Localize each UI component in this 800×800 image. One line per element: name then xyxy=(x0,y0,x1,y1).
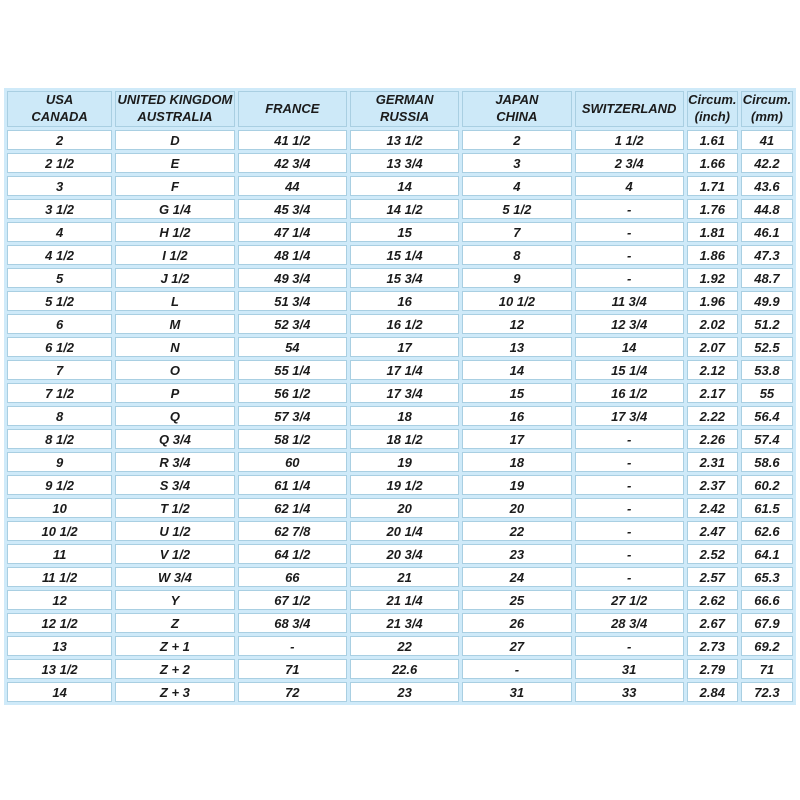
cell: 15 1/4 xyxy=(350,245,459,265)
cell: 24 xyxy=(462,567,571,587)
cell: 3 xyxy=(7,176,112,196)
cell: 17 xyxy=(462,429,571,449)
cell: 13 1/2 xyxy=(350,130,459,150)
cell: 1.86 xyxy=(687,245,738,265)
cell: - xyxy=(238,636,347,656)
cell: 64 1/2 xyxy=(238,544,347,564)
cell: 52 3/4 xyxy=(238,314,347,334)
cell: 44.8 xyxy=(741,199,793,219)
cell: 23 xyxy=(350,682,459,702)
cell: V 1/2 xyxy=(115,544,234,564)
cell: 22 xyxy=(350,636,459,656)
ring-size-conversion-table xyxy=(4,88,796,705)
cell: 14 1/2 xyxy=(350,199,459,219)
cell: W 3/4 xyxy=(115,567,234,587)
cell: 26 xyxy=(462,613,571,633)
cell: 12 3/4 xyxy=(575,314,684,334)
cell: 62 7/8 xyxy=(238,521,347,541)
table-row xyxy=(7,360,793,380)
cell: 53.8 xyxy=(741,360,793,380)
cell: R 3/4 xyxy=(115,452,234,472)
header-row xyxy=(7,91,793,127)
cell: F xyxy=(115,176,234,196)
table-row xyxy=(7,613,793,633)
cell: 2.84 xyxy=(687,682,738,702)
table-row xyxy=(7,567,793,587)
cell: 4 1/2 xyxy=(7,245,112,265)
cell: Q xyxy=(115,406,234,426)
cell: 49 3/4 xyxy=(238,268,347,288)
cell: 62.6 xyxy=(741,521,793,541)
cell: 5 1/2 xyxy=(7,291,112,311)
cell: 71 xyxy=(238,659,347,679)
cell: 13 1/2 xyxy=(7,659,112,679)
cell: 13 3/4 xyxy=(350,153,459,173)
cell: 19 xyxy=(350,452,459,472)
cell: 9 1/2 xyxy=(7,475,112,495)
table-row xyxy=(7,544,793,564)
cell: - xyxy=(575,521,684,541)
cell: 60 xyxy=(238,452,347,472)
table-row xyxy=(7,429,793,449)
cell: 62 1/4 xyxy=(238,498,347,518)
cell: - xyxy=(575,636,684,656)
cell: 43.6 xyxy=(741,176,793,196)
cell: 52.5 xyxy=(741,337,793,357)
cell: - xyxy=(575,567,684,587)
cell: Z + 2 xyxy=(115,659,234,679)
cell: 17 xyxy=(350,337,459,357)
cell: 16 xyxy=(350,291,459,311)
cell: 4 xyxy=(7,222,112,242)
cell: 69.2 xyxy=(741,636,793,656)
cell: Y xyxy=(115,590,234,610)
table-body xyxy=(7,130,793,702)
column-header-0: USA CANADA xyxy=(7,91,112,127)
cell: 71 xyxy=(741,659,793,679)
cell: 21 3/4 xyxy=(350,613,459,633)
cell: 2.79 xyxy=(687,659,738,679)
cell: 7 xyxy=(462,222,571,242)
cell: 51.2 xyxy=(741,314,793,334)
cell: 2 1/2 xyxy=(7,153,112,173)
cell: 15 1/4 xyxy=(575,360,684,380)
cell: T 1/2 xyxy=(115,498,234,518)
page xyxy=(0,88,800,800)
cell: 10 1/2 xyxy=(462,291,571,311)
cell: 13 xyxy=(462,337,571,357)
table-row xyxy=(7,636,793,656)
cell: 56.4 xyxy=(741,406,793,426)
cell: 2.37 xyxy=(687,475,738,495)
cell: Z + 3 xyxy=(115,682,234,702)
cell: 66.6 xyxy=(741,590,793,610)
cell: - xyxy=(575,199,684,219)
cell: 60.2 xyxy=(741,475,793,495)
cell: E xyxy=(115,153,234,173)
table-row xyxy=(7,176,793,196)
cell: 2 xyxy=(7,130,112,150)
cell: 41 1/2 xyxy=(238,130,347,150)
cell: 55 1/4 xyxy=(238,360,347,380)
cell: 20 1/4 xyxy=(350,521,459,541)
cell: 1.61 xyxy=(687,130,738,150)
cell: 22.6 xyxy=(350,659,459,679)
cell: 2.73 xyxy=(687,636,738,656)
cell: 41 xyxy=(741,130,793,150)
cell: - xyxy=(575,222,684,242)
cell: - xyxy=(462,659,571,679)
cell: U 1/2 xyxy=(115,521,234,541)
cell: 33 xyxy=(575,682,684,702)
cell: 51 3/4 xyxy=(238,291,347,311)
cell: 64.1 xyxy=(741,544,793,564)
cell: 4 xyxy=(575,176,684,196)
cell: L xyxy=(115,291,234,311)
cell: 12 xyxy=(462,314,571,334)
cell: 21 1/4 xyxy=(350,590,459,610)
cell: 2.26 xyxy=(687,429,738,449)
cell: 1.71 xyxy=(687,176,738,196)
cell: - xyxy=(575,429,684,449)
cell: 14 xyxy=(575,337,684,357)
cell: - xyxy=(575,245,684,265)
cell: 6 1/2 xyxy=(7,337,112,357)
table-row xyxy=(7,682,793,702)
cell: 13 xyxy=(7,636,112,656)
table-row xyxy=(7,337,793,357)
table-row xyxy=(7,222,793,242)
cell: - xyxy=(575,544,684,564)
cell: 2.42 xyxy=(687,498,738,518)
cell: 2.02 xyxy=(687,314,738,334)
cell: 8 xyxy=(7,406,112,426)
cell: 2.31 xyxy=(687,452,738,472)
cell: 1.81 xyxy=(687,222,738,242)
cell: 12 1/2 xyxy=(7,613,112,633)
cell: 45 3/4 xyxy=(238,199,347,219)
cell: Z + 1 xyxy=(115,636,234,656)
cell: 54 xyxy=(238,337,347,357)
cell: 48.7 xyxy=(741,268,793,288)
table-row xyxy=(7,475,793,495)
column-header-2: FRANCE xyxy=(238,91,347,127)
cell: 72.3 xyxy=(741,682,793,702)
cell: 58 1/2 xyxy=(238,429,347,449)
cell: 11 3/4 xyxy=(575,291,684,311)
table-row xyxy=(7,521,793,541)
cell: 11 1/2 xyxy=(7,567,112,587)
cell: 42.2 xyxy=(741,153,793,173)
cell: 5 1/2 xyxy=(462,199,571,219)
cell: Z xyxy=(115,613,234,633)
cell: 14 xyxy=(7,682,112,702)
table-row xyxy=(7,406,793,426)
cell: 27 1/2 xyxy=(575,590,684,610)
cell: 8 1/2 xyxy=(7,429,112,449)
cell: 10 1/2 xyxy=(7,521,112,541)
cell: 2 3/4 xyxy=(575,153,684,173)
cell: 15 xyxy=(350,222,459,242)
table-row xyxy=(7,199,793,219)
cell: 17 3/4 xyxy=(575,406,684,426)
cell: 17 1/4 xyxy=(350,360,459,380)
cell: 15 3/4 xyxy=(350,268,459,288)
cell: 55 xyxy=(741,383,793,403)
column-header-4: JAPAN CHINA xyxy=(462,91,571,127)
cell: 1.76 xyxy=(687,199,738,219)
cell: 18 xyxy=(462,452,571,472)
cell: 17 3/4 xyxy=(350,383,459,403)
cell: 23 xyxy=(462,544,571,564)
cell: 2.67 xyxy=(687,613,738,633)
cell: 18 xyxy=(350,406,459,426)
cell: Q 3/4 xyxy=(115,429,234,449)
cell: - xyxy=(575,452,684,472)
cell: I 1/2 xyxy=(115,245,234,265)
table-row xyxy=(7,245,793,265)
column-header-7: Circum. (mm) xyxy=(741,91,793,127)
cell: 9 xyxy=(462,268,571,288)
cell: 1.92 xyxy=(687,268,738,288)
column-header-1: UNITED KINGDOM AUSTRALIA xyxy=(115,91,234,127)
cell: 1 1/2 xyxy=(575,130,684,150)
cell: 49.9 xyxy=(741,291,793,311)
cell: 2.12 xyxy=(687,360,738,380)
cell: 16 1/2 xyxy=(575,383,684,403)
cell: 2 xyxy=(462,130,571,150)
table-row xyxy=(7,130,793,150)
cell: 61.5 xyxy=(741,498,793,518)
cell: 47 1/4 xyxy=(238,222,347,242)
cell: 7 1/2 xyxy=(7,383,112,403)
cell: 2.17 xyxy=(687,383,738,403)
table-header xyxy=(7,91,793,127)
cell: 2.07 xyxy=(687,337,738,357)
cell: 4 xyxy=(462,176,571,196)
cell: 19 xyxy=(462,475,571,495)
cell: 20 xyxy=(462,498,571,518)
cell: 14 xyxy=(462,360,571,380)
cell: 44 xyxy=(238,176,347,196)
table-row xyxy=(7,314,793,334)
cell: O xyxy=(115,360,234,380)
cell: 47.3 xyxy=(741,245,793,265)
cell: 1.96 xyxy=(687,291,738,311)
table-row xyxy=(7,659,793,679)
cell: 20 xyxy=(350,498,459,518)
cell: 42 3/4 xyxy=(238,153,347,173)
cell: 67.9 xyxy=(741,613,793,633)
cell: 18 1/2 xyxy=(350,429,459,449)
cell: 20 3/4 xyxy=(350,544,459,564)
cell: 72 xyxy=(238,682,347,702)
cell: 11 xyxy=(7,544,112,564)
cell: 31 xyxy=(575,659,684,679)
cell: D xyxy=(115,130,234,150)
cell: M xyxy=(115,314,234,334)
cell: 2.47 xyxy=(687,521,738,541)
cell: 12 xyxy=(7,590,112,610)
cell: 67 1/2 xyxy=(238,590,347,610)
cell: 3 xyxy=(462,153,571,173)
table-row xyxy=(7,268,793,288)
cell: 15 xyxy=(462,383,571,403)
cell: 9 xyxy=(7,452,112,472)
cell: 2.52 xyxy=(687,544,738,564)
cell: 5 xyxy=(7,268,112,288)
cell: 61 1/4 xyxy=(238,475,347,495)
cell: 66 xyxy=(238,567,347,587)
cell: 14 xyxy=(350,176,459,196)
cell: 27 xyxy=(462,636,571,656)
cell: 46.1 xyxy=(741,222,793,242)
cell: H 1/2 xyxy=(115,222,234,242)
cell: J 1/2 xyxy=(115,268,234,288)
cell: 2.22 xyxy=(687,406,738,426)
cell: 6 xyxy=(7,314,112,334)
cell: 19 1/2 xyxy=(350,475,459,495)
cell: 8 xyxy=(462,245,571,265)
column-header-5: SWITZERLAND xyxy=(575,91,684,127)
cell: 56 1/2 xyxy=(238,383,347,403)
cell: 25 xyxy=(462,590,571,610)
cell: 2.57 xyxy=(687,567,738,587)
cell: 68 3/4 xyxy=(238,613,347,633)
table-row xyxy=(7,590,793,610)
cell: 57.4 xyxy=(741,429,793,449)
column-header-3: GERMAN RUSSIA xyxy=(350,91,459,127)
cell: 48 1/4 xyxy=(238,245,347,265)
cell: - xyxy=(575,475,684,495)
cell: 7 xyxy=(7,360,112,380)
table-row xyxy=(7,498,793,518)
table-row xyxy=(7,383,793,403)
cell: S 3/4 xyxy=(115,475,234,495)
cell: 22 xyxy=(462,521,571,541)
cell: 65.3 xyxy=(741,567,793,587)
table-row xyxy=(7,153,793,173)
cell: 10 xyxy=(7,498,112,518)
cell: 2.62 xyxy=(687,590,738,610)
cell: 16 1/2 xyxy=(350,314,459,334)
cell: G 1/4 xyxy=(115,199,234,219)
column-header-6: Circum. (inch) xyxy=(687,91,738,127)
cell: 1.66 xyxy=(687,153,738,173)
cell: - xyxy=(575,268,684,288)
cell: 57 3/4 xyxy=(238,406,347,426)
cell: N xyxy=(115,337,234,357)
cell: 31 xyxy=(462,682,571,702)
cell: 16 xyxy=(462,406,571,426)
cell: 21 xyxy=(350,567,459,587)
table-row xyxy=(7,452,793,472)
cell: - xyxy=(575,498,684,518)
cell: P xyxy=(115,383,234,403)
table-row xyxy=(7,291,793,311)
cell: 58.6 xyxy=(741,452,793,472)
cell: 28 3/4 xyxy=(575,613,684,633)
cell: 3 1/2 xyxy=(7,199,112,219)
